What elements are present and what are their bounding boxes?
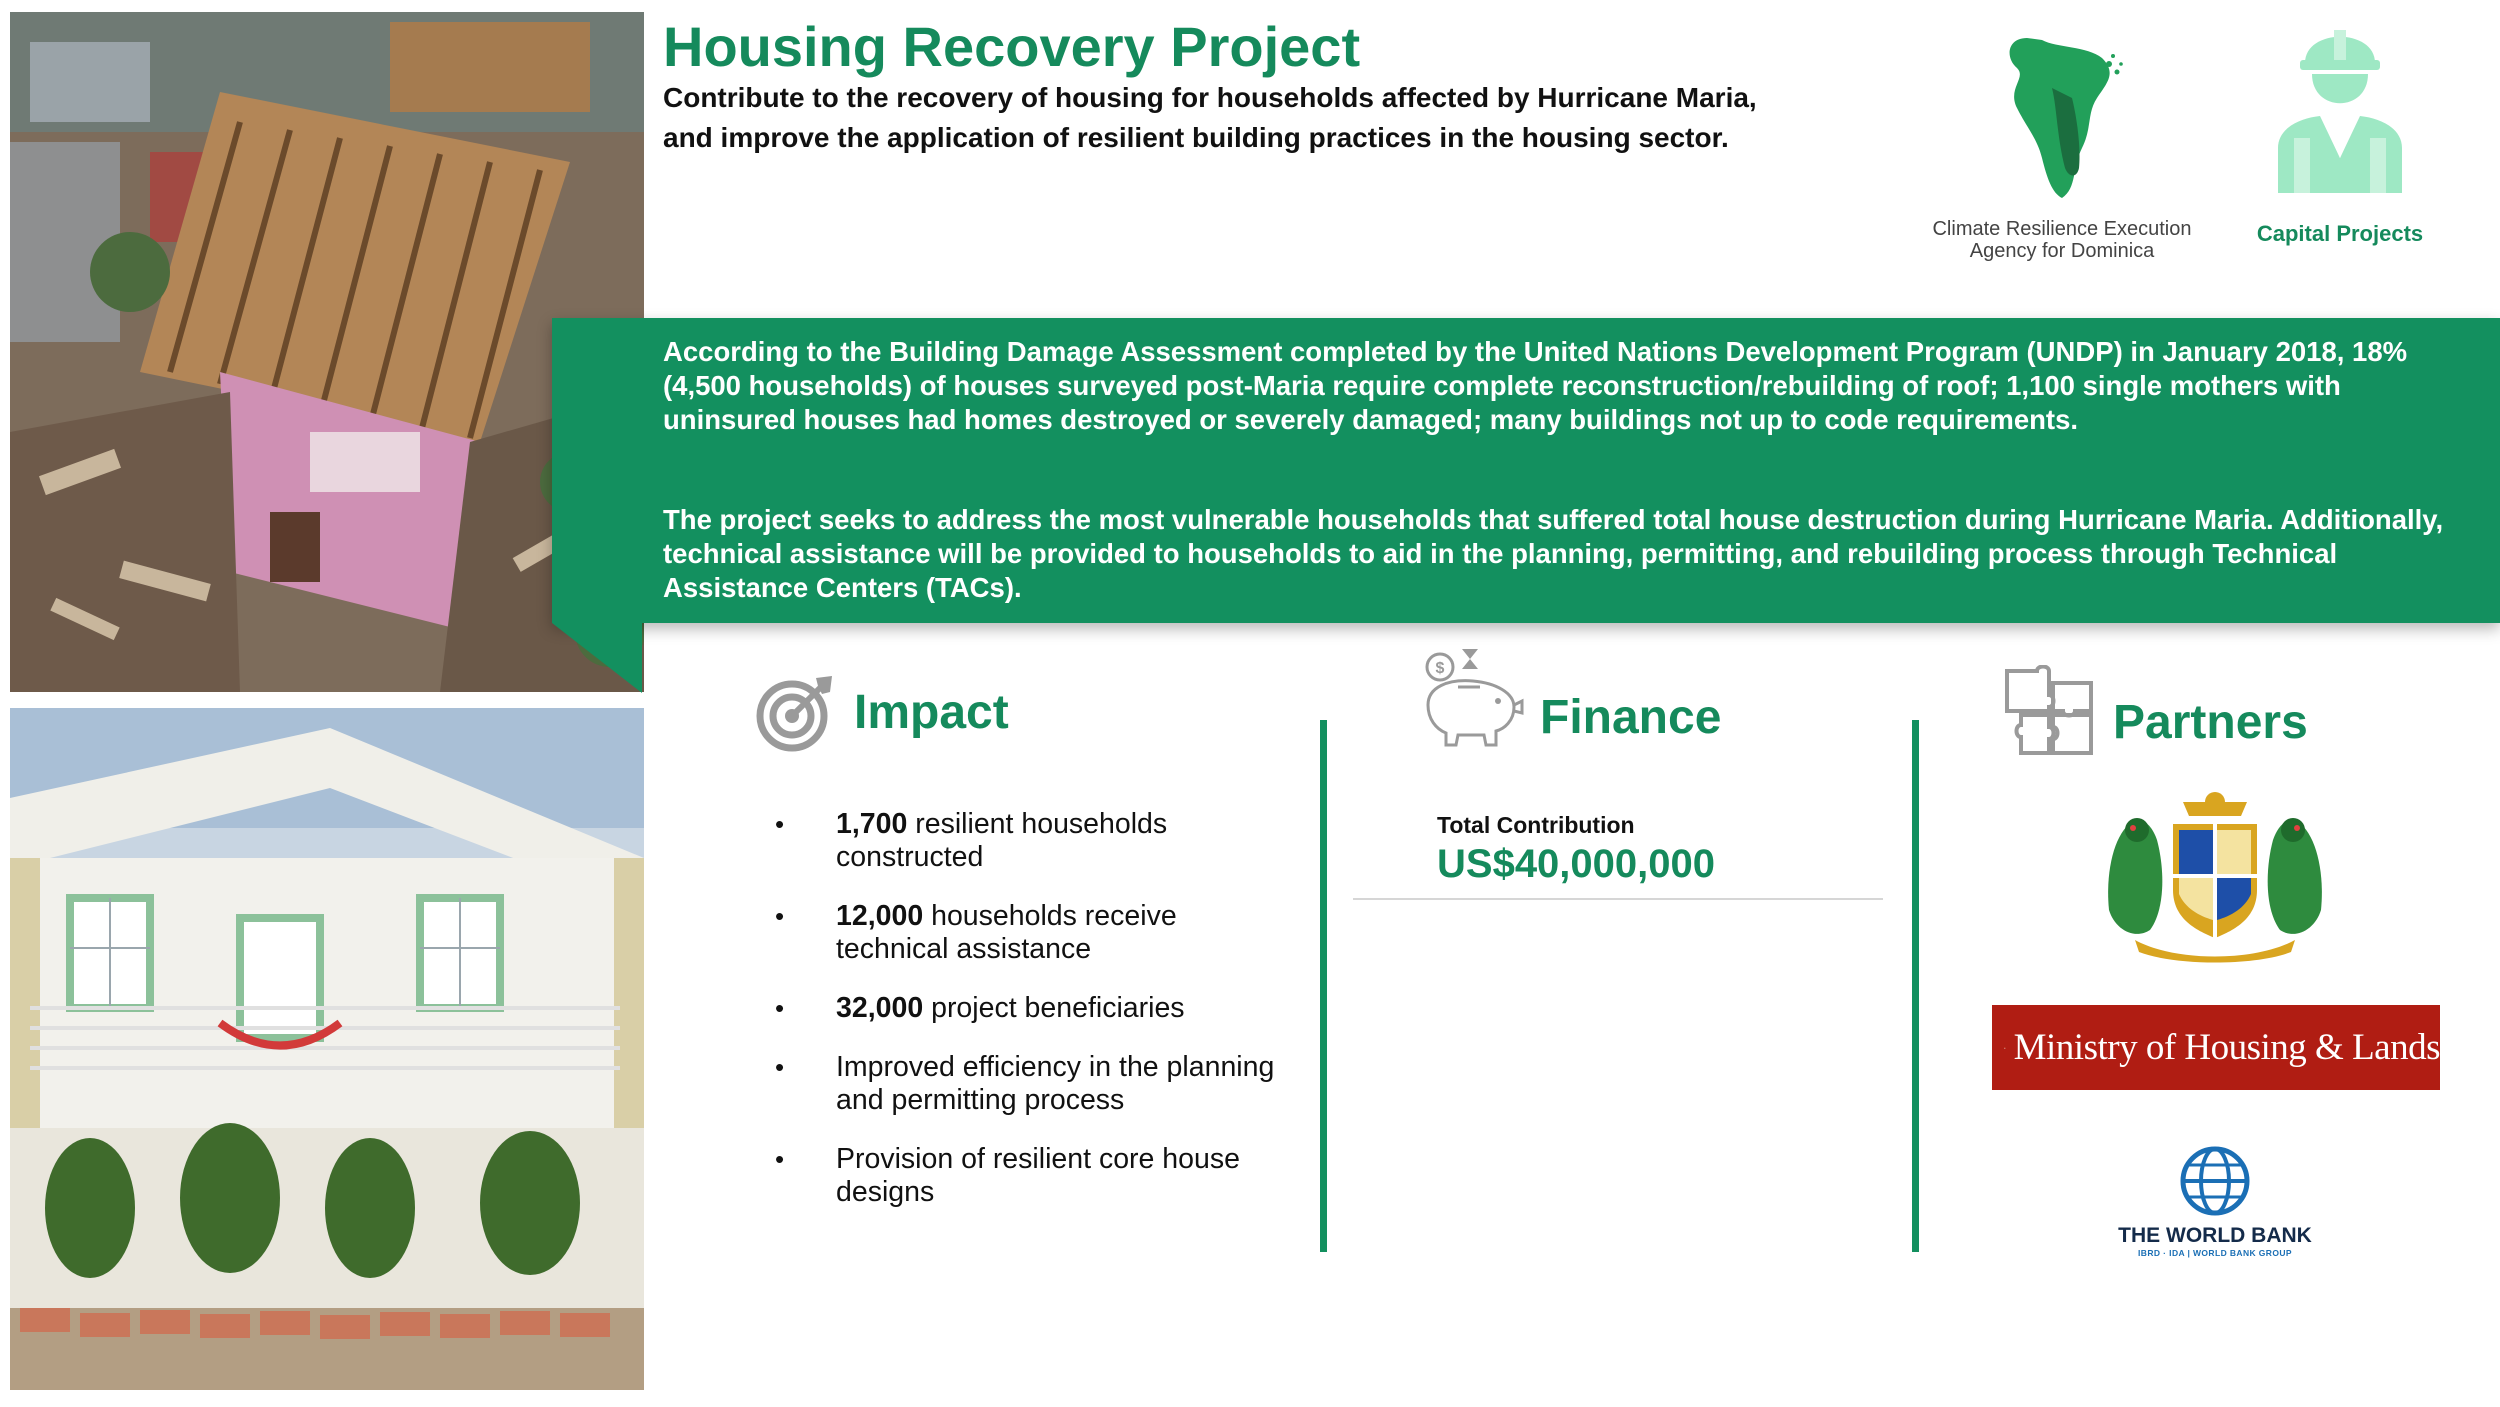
dominica-island-icon (1997, 28, 2127, 208)
dominica-coat-of-arms (2095, 790, 2335, 965)
banner-paragraph-2: The project seeks to address the most vulnerable households that suffered total house destruction during Hurricane Maria. Additionally, technical assistance will be provided to households to aid in the planning, permitting, and rebuilding process through Technical Assistance Centers (TACs). (663, 504, 2444, 603)
context-banner (552, 318, 2500, 623)
crea-logo (1912, 28, 2212, 268)
impact-figure: 1,700 (836, 808, 908, 840)
world-bank-logo (2105, 1145, 2325, 1265)
rebuilt-house-photo (10, 708, 644, 1390)
page-subtitle (663, 78, 1763, 158)
list-item (775, 900, 1295, 966)
impact-heading-label: Impact (854, 685, 1009, 739)
total-contribution-value: US$40,000,000 (1437, 842, 1716, 886)
target-icon (756, 672, 836, 752)
divider (1353, 898, 1883, 900)
impact-list (775, 808, 1295, 1235)
partners-heading (2003, 665, 2308, 757)
column-divider (1912, 720, 1919, 1252)
impact-text: households receive technical assistance (836, 900, 1177, 965)
piggy-bank-icon (1418, 645, 1526, 755)
banner-paragraph-1: According to the Building Damage Assessment completed by the United Nations Development Program (UNDP) in January 2018, 18% (4,500 households) of houses surveyed post-Maria require complete reconstruction/rebuilding of roof; 1,100 single mothers with uninsured houses had homes destroyed or severely damaged; many buildings not up to code requirements. (663, 336, 2408, 435)
finance-heading-label: Finance (1540, 691, 1722, 744)
crea-name-line-1: Climate Resilience Execution (1932, 218, 2192, 240)
capital-projects-label: Capital Projects (2256, 221, 2424, 246)
damaged-house-photo (10, 12, 644, 692)
partners-heading-label: Partners (2113, 695, 2308, 749)
subtitle-line-1: Contribute to the recovery of housing for households affected by Hurricane Maria, (663, 82, 1757, 113)
impact-figure: 32,000 (836, 992, 924, 1024)
total-contribution-label: Total Contribution (1437, 812, 1635, 838)
world-bank-subtitle: IBRD · IDA | WORLD BANK GROUP (2138, 1248, 2292, 1258)
list-item (775, 1143, 1295, 1209)
ministry-name: Ministry of Housing & Lands (2013, 1027, 2440, 1068)
ministry-housing-logo (1992, 1005, 2440, 1090)
impact-text: Provision of resilient core house designs (836, 1143, 1240, 1208)
page-title: Housing Recovery Project (663, 15, 1361, 78)
list-item (775, 808, 1295, 874)
capital-projects-logo (2235, 18, 2445, 258)
world-bank-name: THE WORLD BANK (2118, 1224, 2312, 1247)
crea-name-line-2: Agency for Dominica (1969, 240, 2155, 262)
house-icon (2004, 1018, 2006, 1078)
finance-heading (1418, 645, 1721, 745)
list-item (775, 1051, 1295, 1117)
globe-icon (2179, 1145, 2251, 1217)
column-divider (1320, 720, 1327, 1252)
impact-heading (756, 672, 1009, 752)
list-item (775, 992, 1295, 1025)
svg-text:$: $ (1435, 660, 1445, 677)
impact-figure: 12,000 (836, 900, 924, 932)
impact-text: resilient households constructed (836, 808, 1168, 873)
coat-of-arms-icon (2095, 790, 2335, 965)
impact-text: project beneficiaries (923, 992, 1185, 1024)
puzzle-icon (2003, 665, 2095, 757)
construction-worker-icon (2260, 18, 2420, 193)
impact-text: Improved efficiency in the planning and permitting process (836, 1051, 1275, 1116)
subtitle-line-2: and improve the application of resilient building practices in the housing sector. (663, 122, 1729, 153)
